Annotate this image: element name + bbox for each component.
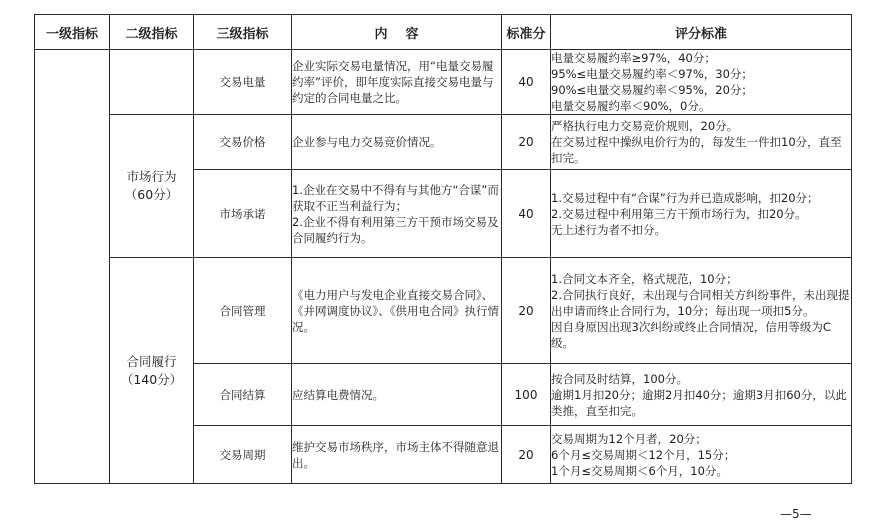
header-content: 内 容 — [292, 15, 502, 50]
score-cell: 20 — [502, 258, 551, 364]
header-level3: 三级指标 — [194, 15, 292, 50]
score-cell: 20 — [502, 115, 551, 170]
header-level2: 二级指标 — [110, 15, 194, 50]
header-level1: 一级指标 — [35, 15, 110, 50]
page-number: —5— — [780, 507, 812, 521]
level3-cell: 交易周期 — [194, 426, 292, 484]
content-cell: 企业实际交易电量情况，用“电量交易履约率”评价，即年度实际直接交易电量与约定的合同电量之比。 — [292, 50, 502, 115]
level2-cell: 市场行为 （60分） — [110, 115, 194, 258]
criteria-cell: 按合同及时结算，100分。 逾期1月扣20分；逾期2月扣40分；逾期3月扣60分，以此类推，直至扣完。 — [551, 364, 852, 426]
content-cell: 应结算电费情况。 — [292, 364, 502, 426]
level3-cell: 合同管理 — [194, 258, 292, 364]
criteria-cell: 交易周期为12个月者，20分； 6个月≤交易周期＜12个月，15分； 1个月≤交易周期＜6个月，10分。 — [551, 426, 852, 484]
header-criteria: 评分标准 — [551, 15, 852, 50]
level3-cell: 市场承诺 — [194, 170, 292, 258]
table-row — [35, 258, 852, 364]
criteria-cell: 严格执行电力交易竞价规则，20分。 在交易过程中操纵电价行为的，每发生一件扣10分，直至扣完。 — [551, 115, 852, 170]
level1-cell — [35, 50, 110, 484]
table-row — [35, 50, 852, 115]
content-cell: 《电力用户与发电企业直接交易合同》、《并网调度协议》、《供用电合同》执行情况。 — [292, 258, 502, 364]
score-cell: 40 — [502, 50, 551, 115]
content-cell: 维护交易市场秩序，市场主体不得随意退出。 — [292, 426, 502, 484]
criteria-cell: 1.交易过程中有“合谋”行为并已造成影响，扣20分； 2.交易过程中利用第三方干预市场行为，扣20分。 无上述行为者不扣分。 — [551, 170, 852, 258]
criteria-cell: 1.合同文本齐全，格式规范，10分； 2.合同执行良好，未出现与合同相关方纠纷事件，未出现提出申请而终止合同行为，10分；每出现一项扣5分。 因自身原因出现3次纠纷或终止合同情况，信用等级为C级。 — [551, 258, 852, 364]
header-row — [35, 15, 852, 50]
table-row — [35, 115, 852, 170]
level2-cell — [110, 50, 194, 115]
header-score: 标准分 — [502, 15, 551, 50]
criteria-cell: 电量交易履约率≥97%，40分； 95%≤电量交易履约率＜97%，30分； 90%≤电量交易履约率＜95%，20分； 电量交易履约率＜90%，0分。 — [551, 50, 852, 115]
score-cell: 100 — [502, 364, 551, 426]
level3-cell: 交易价格 — [194, 115, 292, 170]
content-cell: 1.企业在交易中不得有与其他方“合谋”而获取不正当利益行为； 2.企业不得有利用第三方干预市场交易及合同履约行为。 — [292, 170, 502, 258]
level3-cell: 合同结算 — [194, 364, 292, 426]
level2-cell: 合同履行 （140分） — [110, 258, 194, 484]
evaluation-table — [34, 14, 852, 484]
content-cell: 企业参与电力交易竞价情况。 — [292, 115, 502, 170]
score-cell: 20 — [502, 426, 551, 484]
level3-cell: 交易电量 — [194, 50, 292, 115]
score-cell: 40 — [502, 170, 551, 258]
